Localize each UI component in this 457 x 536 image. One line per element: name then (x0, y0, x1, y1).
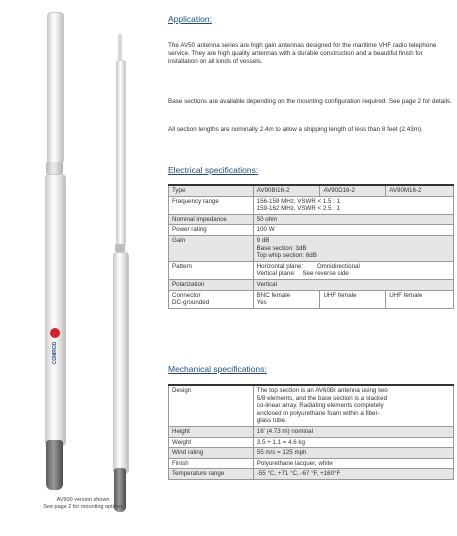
row-label: Polarization (169, 279, 254, 290)
row-label: Nominal impedance (169, 214, 254, 225)
logo-wordmark: COMROD (52, 341, 58, 365)
antenna-illustration (0, 0, 155, 536)
dc-grounded-value: Yes (256, 299, 267, 307)
dc-grounded-label: DC-grounded (172, 299, 210, 307)
row-label: Frequency range (169, 196, 254, 214)
connector-value: UHF female (386, 290, 454, 308)
connector-value: BNC female (256, 291, 291, 299)
application-paragraph-1: The AV50 antenna series are high gain antennas designed for the maritime VHF radio telephone service. They are high quality antennas with a durable construction and a beautiful finish for installation on all kinds of vessels. (168, 42, 437, 66)
caption-line-1: AV900 version shown (56, 497, 110, 503)
value-line: Horizontal plane: Omnidirectional (256, 262, 360, 270)
row-value: 16' (4.73 m) nominal (253, 426, 453, 437)
table-row (169, 448, 454, 459)
row-value: 50 ohm (253, 214, 453, 225)
table-row (169, 261, 454, 279)
electrical-spec-table (168, 184, 454, 309)
mechanical-title: Mechanical specifications: (168, 364, 267, 374)
antenna-left-mount (46, 440, 63, 490)
row-value: 55 m/s = 125 mph (253, 448, 453, 459)
header-model-d: AV90D16-2 (320, 185, 386, 196)
table-row (169, 235, 454, 261)
electrical-title: Electrical specifications: (168, 165, 259, 175)
caption-line-2: See page 2 for mounting options (43, 504, 123, 510)
row-value (253, 196, 453, 214)
row-value: Polyurethane lacquer, white (253, 458, 453, 469)
row-value (253, 235, 453, 261)
row-value (253, 261, 453, 279)
table-row (169, 279, 454, 290)
value-line: 9 dB (256, 236, 270, 244)
row-value (253, 385, 453, 426)
connector-value: UHF female (320, 290, 386, 308)
illustration-caption (28, 497, 138, 511)
row-label: Height (169, 426, 254, 437)
mechanical-spec-table (168, 384, 454, 480)
row-value: Vertical (253, 279, 453, 290)
value-line: enclosed in polyurethane foam within a fiber- (256, 409, 380, 417)
row-label: Weight (169, 437, 254, 448)
row-label: Temperature range (169, 469, 254, 480)
table-row (169, 469, 454, 480)
table-row (169, 385, 454, 426)
antenna-whip-section (116, 60, 126, 247)
table-row (169, 214, 454, 225)
table-row (169, 437, 454, 448)
table-row (169, 458, 454, 469)
row-value: 3.5 + 1.1 = 4.6 kg (253, 437, 453, 448)
row-label: Gain (169, 235, 254, 261)
row-value: -55 °C, +71 °C, -67 °F, +160°F (253, 469, 453, 480)
value-line: Vertical plane: See reverse side (256, 270, 349, 278)
application-paragraph-3: All section lengths are nominally 2.4m to allow a shipping length of less than 8 feet (2.43m). (168, 126, 423, 133)
row-value: 100 W (253, 225, 453, 236)
antenna-whip-collar (115, 244, 125, 252)
row-label: Power rating (169, 225, 254, 236)
row-label: Wind rating (169, 448, 254, 459)
antenna-joint (46, 162, 63, 174)
application-title: Application: (168, 14, 212, 24)
value-line: 5/8 elements, and the base section is a stacked (256, 394, 388, 402)
value-line: Top whip section: 6dB (256, 252, 317, 260)
antenna-right-section (113, 252, 129, 474)
value-line: Base section: 3dB (256, 244, 307, 252)
table-row (169, 290, 454, 308)
header-model-m: AV90M16-2 (386, 185, 454, 196)
antenna-whip-tip (118, 34, 122, 62)
value-line: 156-159 MHz, VSWR < 1.5 : 1 (256, 197, 341, 205)
row-label: Design (169, 385, 254, 426)
connector-label: Connector (172, 291, 201, 299)
row-label: Finish (169, 458, 254, 469)
header-model-bi: AV90BI16-2 (253, 185, 320, 196)
table-row (169, 225, 454, 236)
comrod-logo (38, 328, 72, 368)
table-row (169, 426, 454, 437)
value-line: 159-162 MHz, VSWR < 2.5 : 1 (256, 205, 341, 213)
row-label: Pattern (169, 261, 254, 279)
antenna-top-whip (47, 12, 64, 164)
electrical-header-row (169, 185, 454, 196)
value-line: glass tube. (256, 417, 287, 425)
row-value (253, 290, 320, 308)
table-row (169, 196, 454, 214)
application-paragraph-2: Base sections are available depending on the mounting configuration required. See page 2 for details. (168, 98, 452, 105)
value-line: co-linear array. Radiating elements completely (256, 402, 384, 410)
row-label (169, 290, 254, 308)
header-type: Type (169, 185, 254, 196)
value-line: The top section is an AV60BI antenna using two (256, 387, 388, 394)
antenna-base-section (45, 174, 66, 446)
